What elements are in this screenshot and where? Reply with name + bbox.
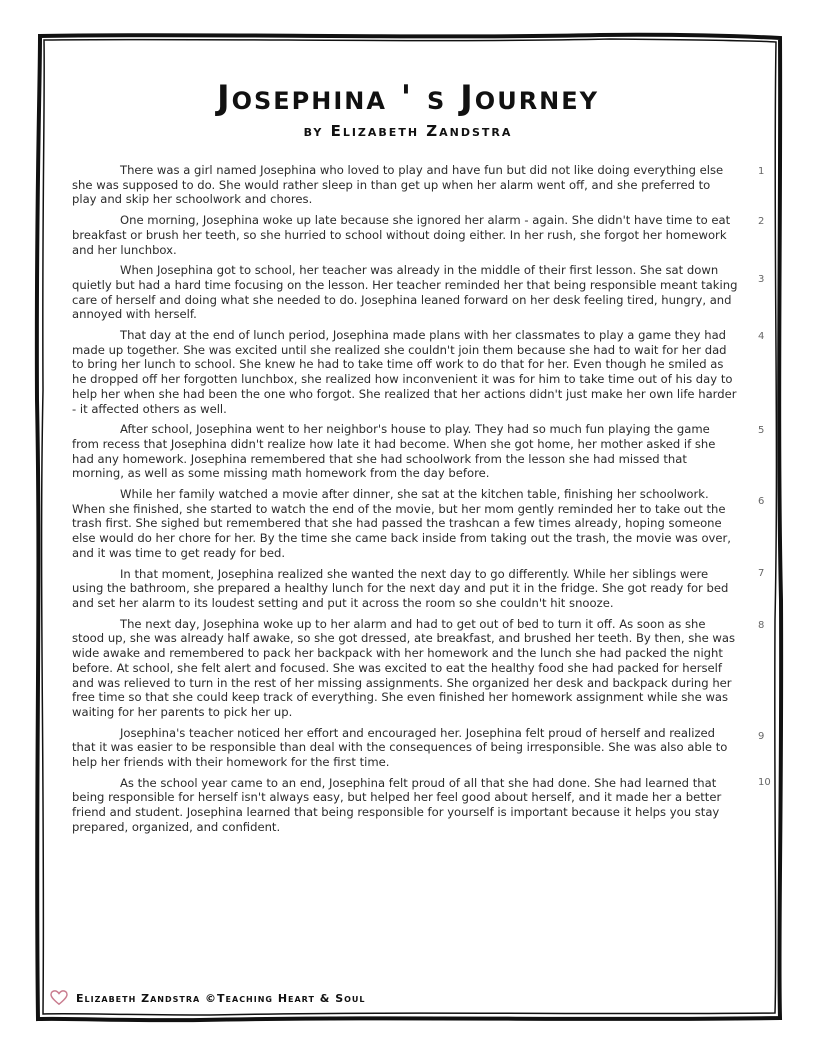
- heart-icon: [50, 990, 68, 1006]
- paragraph: While her family watched a movie after dinner, she sat at the kitchen table, finishing her schoolwork. When she finished, she started to watch the end of the movie, but her mom gently reminded her to take out the trash first. She sighed but remembered that she had passed the trashcan a few times already, hoping someone else would do her chore for her. By the time she came back inside from taking out the trash, the movie was over, and it was time to get ready for bed. 6: [72, 487, 765, 560]
- paragraph: One morning, Josephina woke up late because she ignored her alarm - again. She didn't have time to eat breakfast or brush her teeth, so she hurried to school without doing either. In her rush, she forgot her homework and her lunchbox. 2: [72, 213, 765, 257]
- paragraph: As the school year came to an end, Josephina felt proud of all that she had done. She had learned that being responsible for herself isn't always easy, but helped her feel good about herself, and it made her a better friend and student. Josephina learned that being responsible for yourself is important because it helps you stay prepared, organized, and confident. 10: [72, 775, 771, 834]
- paragraph: That day at the end of lunch period, Josephina made plans with her classmates to play a game they had made up together. She was excited until she realized she couldn't join them because she had to wait for her dad to bring her lunch to school. She knew he had to take time off work to do that for her. Even though he smiled as he dropped off her forgotten lunchbox, she realized how inconvenient it was for him to take time out of his day to help her when she had been the one who forgot. She realized that her actions didn't just make her own life harder - it affected others as well. 4: [72, 328, 765, 416]
- paragraph: Josephina's teacher noticed her effort and encouraged her. Josephina felt proud of herself and realized that it was easier to be responsible than deal with the consequences of being irresponsible. She was also able to help her friends with their homework for the first time. 9: [72, 725, 765, 770]
- paragraph-number: 1: [758, 166, 765, 177]
- paragraph-number: 2: [758, 216, 765, 228]
- document-byline: by Elizabeth Zandstra: [303, 122, 513, 140]
- paragraph-number: 4: [758, 331, 765, 343]
- paragraph: When Josephina got to school, her teacher was already in the middle of their first lesson. She sat down quietly but had a hard time focusing on the lesson. Her teacher reminded her that being responsible meant taking care of herself and doing what she needed to do. Josephina leaned forward on her desk feeling tired, hungry, and annoyed with herself. 3: [72, 263, 765, 322]
- paragraph: There was a girl named Josephina who loved to play and have fun but did not like doing everything else she was supposed to do. She would rather sleep in than get up when her alarm went off, and she preferred to play and skip her schoolwork and chores. 1: [72, 163, 765, 207]
- paragraph: The next day, Josephina woke up to her alarm and had to get out of bed to turn it off. As soon as she stood up, she was already half awake, so she got dressed, ate breakfast, and brushed her teeth. By then, she was wide awake and remembered to pack her backpack with her homework and the lunch she had packed the night before. At school, she felt alert and focused. She was excited to eat the healthy food she had packed for herself and was relieved to turn in the rest of her missing assignments. She organized her desk and backpack during her free time so that she could keep track of everything. She even finished her homework assignment while she was waiting for her parents to pick her up. 8: [72, 616, 765, 719]
- paragraph-number: 9: [758, 730, 765, 742]
- footer-credit: Elizabeth Zandstra ©Teaching Heart & Soul: [76, 991, 366, 1005]
- paragraph: In that moment, Josephina realized she wanted the next day to go differently. While her siblings were using the bathroom, she prepared a healthy lunch for the next day and put it in the fridge. She got ready for bed and set her alarm to its loudest setting and put it across the room so she couldn't hit snooze. 7: [72, 566, 765, 610]
- paragraph-number: 5: [758, 425, 765, 437]
- paragraph-number: 8: [758, 619, 765, 631]
- paragraph-number: 7: [758, 567, 765, 579]
- document-title: Josephina ' s Journey: [216, 78, 600, 118]
- story-body: [72, 163, 771, 841]
- paragraph-number: 3: [758, 274, 765, 286]
- paragraph: After school, Josephina went to her neighbor's house to play. They had so much fun playing the game from recess that Josephina didn't realize how late it had become. When she got home, her mother asked if she had any homework. Josephina remembered that she had schoolwork from the lesson she had missed that morning, as well as some missing math homework from the day before. 5: [72, 422, 765, 481]
- paragraph-number: 6: [758, 496, 765, 508]
- paragraph-number: 10: [758, 776, 771, 788]
- footer: [50, 988, 366, 1008]
